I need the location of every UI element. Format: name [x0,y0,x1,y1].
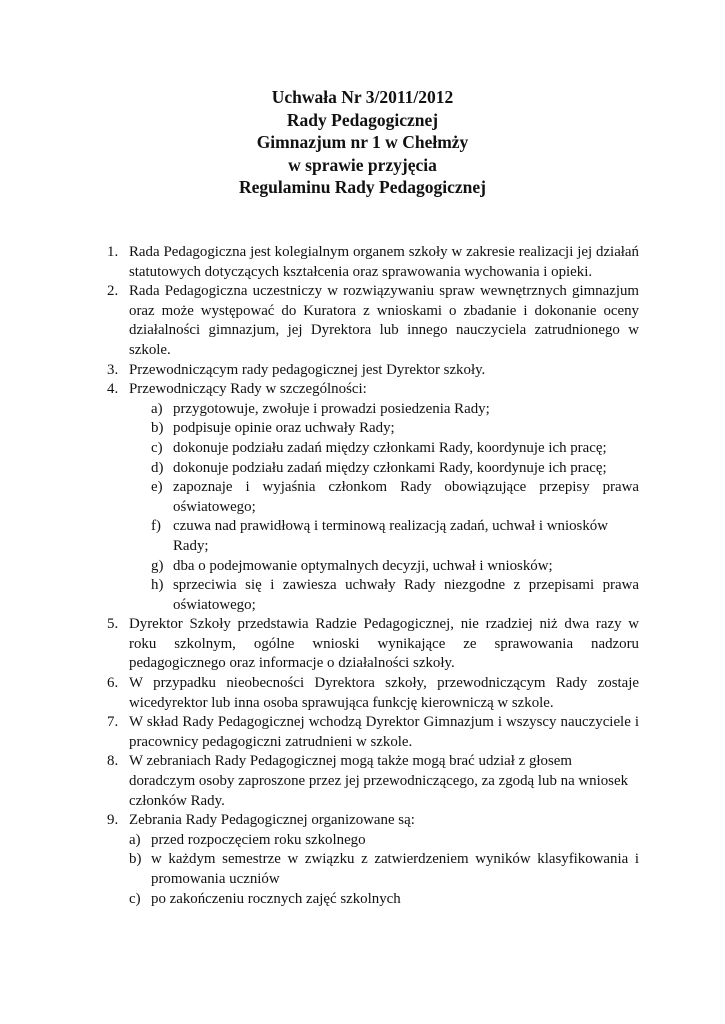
sublist-item-4e [0,478,639,517]
sublist-letter: h) [151,577,164,594]
list-item-9 [0,811,639,831]
sublist-text: przygotowuje, zwołuje i prowadzi posiedzenia Rady; [173,400,490,417]
sublist-letter: a) [151,400,163,417]
sublist-text: sprzeciwia się i zawiesza uchwały Rady niezgodne z przepisami prawa oświatowego; [173,577,639,613]
sublist-text: dokonuje podziału zadań między członkami Rady, koordynuje ich pracę; [173,439,607,456]
title-line-4: w sprawie przyjęcia [288,154,437,175]
list-item-2 [0,282,639,360]
sublist-item-4c [0,439,639,459]
sublist-text: po zakończeniu rocznych zajęć szkolnych [151,890,401,907]
sublist-item-9c [0,890,639,910]
sublist-letter: e) [151,479,163,496]
sublist-letter: c) [129,890,141,907]
list-number: 5. [107,616,119,633]
list-text: Przewodniczącym rady pedagogicznej jest Dyrektor szkoły. [129,361,486,378]
title-line-5: Regulaminu Rady Pedagogicznej [239,177,486,197]
sublist-item-4d [0,459,639,479]
list-text: Rada Pedagogiczna jest kolegialnym organem szkoły w zakresie realizacji jej działań statutowych dotyczących kształcenia oraz sprawowania wychowania i opieki. [129,244,639,280]
sublist-item-4b [0,419,639,439]
list-number: 9. [107,812,119,829]
list-number: 2. [107,283,119,300]
sublist-text: zapoznaje i wyjaśnia członkom Rady obowiązujące przepisy prawa oświatowego; [173,479,639,515]
resolution-list [0,243,725,909]
list-text: W przypadku nieobecności Dyrektora szkoły, przewodniczącym Rady zostaje wicedyrektor lub inna osoba sprawująca funkcję kierowniczą w szkole. [129,675,639,711]
list-number: 4. [107,381,119,398]
sublist-item-4a [0,400,639,420]
sublist-item-4h [0,576,639,615]
list-number: 3. [107,361,119,378]
list-text: W skład Rady Pedagogicznej wchodzą Dyrektor Gimnazjum i wszyscy nauczyciele i pracownicy pedagogiczni zatrudnieni w szkole. [129,714,639,750]
list-text: Rada Pedagogiczna uczestniczy w rozwiązywaniu spraw wewnętrznych gimnazjum oraz może występować do Kuratora z wnioskami o zbadanie i dokonanie oceny działalności gimnazjum, jej Dyrektora lub innego nauczyciela zatrudnionego w szkole. [129,283,639,358]
title-line-3: Gimnazjum nr 1 w Chełmży [256,132,469,152]
sublist-text: czuwa nad prawidłową i terminową realizacją zadań, uchwał i wniosków Rady; [173,518,608,554]
sublist-text: przed rozpoczęciem roku szkolnego [151,831,366,848]
sublist-letter: g) [151,557,164,574]
sublist-text: w każdym semestrze w związku z zatwierdzeniem wyników klasyfikowania i promowania uczniów [151,851,639,887]
list-item-7 [0,713,639,752]
sublist-text: dokonuje podziału zadań między członkami Rady, koordynuje ich pracę; [173,459,607,476]
sublist-letter: d) [151,459,164,476]
list-item-3 [0,361,639,381]
list-item-4 [0,380,639,400]
sublist-item-4g [0,557,639,577]
sublist-item-4f [0,517,639,556]
sublist-item-9a [0,831,639,851]
sublist-letter: a) [129,831,141,848]
list-number: 7. [107,714,119,731]
list-number: 1. [107,244,119,260]
list-text: W zebraniach Rady Pedagogicznej mogą także mogą brać udział z głosem doradczym osoby zaproszone przez jej przewodniczącego, za zgodą lub na wniosek członków Rady. [129,753,629,809]
sublist-letter: b) [129,851,142,868]
title-line-1: Uchwała Nr 3/2011/2012 [271,87,454,107]
sublist-letter: b) [151,420,164,437]
title-line-2: Rady Pedagogicznej [286,109,439,130]
sublist-letter: f) [151,518,161,535]
sublist-item-9b [0,850,639,889]
list-item-8 [0,752,639,811]
list-number: 6. [107,675,119,692]
document-title [0,86,725,199]
list-text: Przewodniczący Rady w szczególności: [129,381,367,398]
sublist-text: dba o podejmowanie optymalnych decyzji, uchwał i wniosków; [173,557,553,574]
sublist-text: podpisuje opinie oraz uchwały Rady; [173,420,395,437]
list-number: 8. [107,753,119,770]
list-text: Zebrania Rady Pedagogicznej organizowane są: [129,812,415,829]
list-item-5 [0,615,639,674]
sublist-letter: c) [151,439,163,456]
list-item-1 [0,243,639,282]
list-text: Dyrektor Szkoły przedstawia Radzie Pedagogicznej, nie rzadziej niż dwa razy w roku szkolnym, ogólne wnioski wynikające ze sprawowania nadzoru pedagogicznego oraz informacje o działalności szkoły. [129,616,639,672]
list-item-6 [0,674,639,713]
